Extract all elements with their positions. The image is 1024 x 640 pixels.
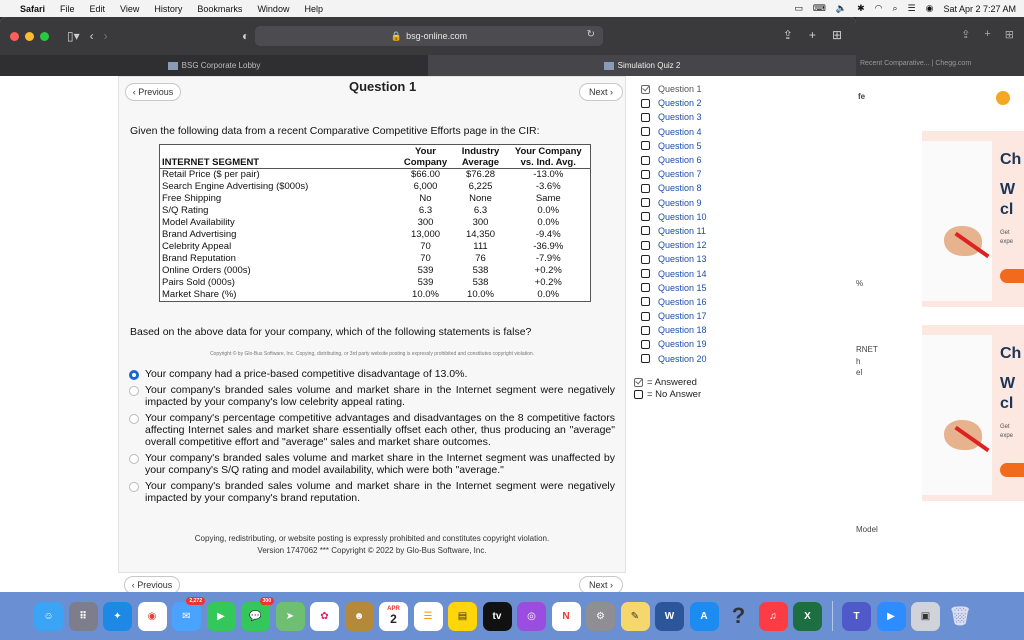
table-cell: -9.4% [535, 229, 561, 240]
row-label: Celebrity Appeal [162, 241, 232, 252]
legend-answered: = Answered [647, 376, 697, 388]
table-row [160, 277, 591, 289]
ad-cta-button[interactable] [1000, 463, 1024, 477]
table-row [160, 169, 591, 182]
no-answer-icon [641, 269, 650, 278]
dock [0, 592, 1024, 640]
background-toolbar [856, 17, 1024, 76]
table-cell: 0.0% [537, 205, 560, 216]
close-window-button[interactable] [10, 32, 19, 41]
question-prompt: Based on the above data for your company, which of the following statements is false? [130, 326, 532, 338]
row-label: Brand Reputation [162, 253, 236, 264]
no-answer-icon [641, 198, 650, 207]
no-answer-icon [634, 390, 643, 399]
table-cell: 538 [472, 265, 489, 276]
table-row [160, 181, 591, 193]
copyright-notice-small: Copyright © by Glo-Bus Software, Inc. Copying, distributing, or 3rd party website posting is expressly prohibited and constitutes copyright violation. [209, 351, 535, 357]
question-legend [634, 376, 701, 400]
question-link[interactable] [641, 352, 751, 366]
menu-view[interactable]: View [120, 3, 140, 14]
row-label: Model Availability [162, 217, 235, 228]
podcasts-icon[interactable]: ◎ [517, 602, 546, 631]
no-answer-icon [641, 99, 650, 108]
question-link-label: Question 12 [658, 240, 707, 251]
table-cell: 6,000 [413, 181, 438, 192]
keyboard-icon[interactable]: ⌨ [812, 3, 826, 13]
avatar[interactable] [996, 91, 1010, 105]
table-cell: 14,350 [465, 229, 496, 240]
table-header: Your Company [403, 146, 448, 168]
question-link[interactable] [641, 266, 751, 280]
radio-button[interactable] [129, 482, 139, 492]
question-link[interactable] [641, 196, 751, 210]
launchpad-icon[interactable]: ⠿ [69, 602, 98, 631]
share-icon[interactable]: ⇪ [961, 29, 971, 41]
previous-button-bottom[interactable]: ‹ Previous [124, 576, 180, 592]
table-cell: 0.0% [537, 289, 560, 300]
no-answer-icon [641, 141, 650, 150]
question-intro: Given the following data from a recent Comparative Competitive Efforts page in the CIR: [130, 125, 540, 137]
facetime-icon[interactable]: ▶ [207, 602, 236, 631]
tab-simulation-quiz[interactable]: Simulation Quiz 2 [428, 55, 856, 76]
page-content [0, 76, 856, 592]
row-label: Brand Advertising [162, 229, 237, 240]
question-link[interactable] [641, 323, 751, 337]
table-cell: 10.0% [412, 289, 439, 300]
question-link-label: Question 20 [658, 353, 707, 364]
menu-history[interactable]: History [154, 3, 183, 14]
reminders-icon[interactable]: ☰ [414, 602, 443, 631]
share-icon[interactable]: ⇪ [782, 28, 793, 42]
radio-button[interactable] [129, 414, 139, 424]
menu-edit[interactable]: Edit [89, 3, 106, 14]
table-cell: None [469, 193, 492, 204]
ad-card[interactable]: Ch W cl Get expe [922, 325, 1024, 501]
table-row [160, 205, 591, 217]
question-list [641, 82, 751, 366]
table-cell: 300 [417, 217, 434, 228]
wifi-icon[interactable]: ◠ [874, 3, 883, 13]
answer-text: Your company's branded sales volume and market share in the Internet segment was unaffected by your company's S/Q rating and model availability, which were both "average." [145, 452, 615, 476]
table-header: Your Company vs. Ind. Avg. [514, 146, 582, 168]
question-link[interactable] [641, 210, 751, 224]
no-answer-icon [641, 226, 650, 235]
question-link-label: Question 5 [658, 140, 702, 151]
question-link-label: Question 11 [658, 225, 706, 236]
table-cell: -3.6% [535, 181, 561, 192]
menu-help[interactable]: Help [304, 3, 323, 14]
table-cell: 539 [417, 277, 434, 288]
previous-button-top[interactable]: ‹ Previous [125, 83, 181, 101]
dock-separator [832, 601, 833, 631]
no-answer-icon [641, 255, 650, 264]
question-link-label: Question 14 [658, 268, 707, 279]
no-answer-icon [641, 340, 650, 349]
question-link-label: Question 13 [658, 254, 707, 265]
table-cell: -36.9% [533, 241, 564, 252]
question-link[interactable] [641, 82, 751, 96]
no-answer-icon [641, 184, 650, 193]
tab-bsg-lobby[interactable]: BSG Corporate Lobby [0, 55, 428, 76]
background-browser-window[interactable] [856, 17, 1024, 592]
ad-cta-button[interactable] [1000, 269, 1024, 283]
no-answer-icon [641, 297, 650, 306]
table-cell: $66.00 [410, 169, 441, 180]
search-icon[interactable]: ⌕ [892, 3, 898, 13]
tab-overview-icon[interactable]: ⊞ [1004, 29, 1014, 41]
window-controls [10, 32, 49, 41]
question-link-label: Question 18 [658, 325, 707, 336]
volume-icon[interactable]: 🔈 [835, 3, 848, 13]
lock-icon: 🔒 [390, 30, 403, 41]
table-header: INTERNET SEGMENT [162, 157, 260, 168]
answer-text: Your company's percentage competitive advantages and disadvantages on the 8 competitive factors affecting Internet sales and market share essentially offset each other, thus producing an "average" overall competitive effort and "average" sales and market share outcomes. [145, 412, 615, 448]
table-cell: 111 [473, 241, 488, 252]
new-tab-icon[interactable]: + [808, 28, 816, 42]
row-label: Pairs Sold (000s) [162, 277, 235, 288]
question-link[interactable] [641, 181, 751, 195]
apple-tv-icon[interactable]: tv [483, 602, 512, 631]
no-answer-icon [641, 113, 650, 122]
answer-option[interactable] [129, 412, 615, 448]
pages-icon[interactable]: ✎ [621, 602, 650, 631]
menu-app-name[interactable]: Safari [20, 3, 46, 14]
browser-toolbar [0, 17, 856, 55]
tab-overview-icon[interactable]: ⊞ [831, 28, 842, 42]
menu-window[interactable]: Window [257, 3, 290, 14]
row-label: Search Engine Advertising ($000s) [162, 181, 309, 192]
minimize-window-button[interactable] [25, 32, 34, 41]
radio-button[interactable] [129, 454, 139, 464]
answer-option[interactable] [129, 480, 615, 504]
question-link-label: Question 4 [658, 126, 702, 137]
battery-icon[interactable]: ▭ [794, 3, 803, 13]
table-cell: 6.3 [473, 205, 488, 216]
page-fragment: % [856, 279, 864, 288]
answered-icon [634, 378, 643, 387]
word-icon[interactable]: W [655, 602, 684, 631]
table-cell: 76 [475, 253, 486, 264]
page-fragment: Model [856, 525, 878, 534]
answer-option[interactable] [129, 368, 615, 380]
safari-icon[interactable]: ✦ [103, 602, 132, 631]
messages-badge: 300 [260, 597, 274, 605]
maps-icon[interactable]: ➤ [276, 602, 305, 631]
question-link-label: Question 3 [658, 112, 702, 123]
table-header: Industry Average [461, 146, 500, 168]
bluetooth-icon[interactable]: ✱ [857, 3, 865, 13]
question-link[interactable] [641, 139, 751, 153]
question-link[interactable] [641, 295, 751, 309]
question-link[interactable] [641, 238, 751, 252]
back-icon[interactable]: ‹ [89, 29, 94, 43]
no-answer-icon [641, 212, 650, 221]
question-link[interactable] [641, 167, 751, 181]
control-center-icon[interactable]: ☰ [907, 3, 916, 13]
bsg-favicon-icon [604, 62, 614, 70]
question-panel [118, 76, 626, 573]
table-row [160, 193, 591, 205]
question-link-label: Question 19 [658, 339, 707, 350]
forward-icon[interactable]: › [103, 29, 108, 43]
question-link[interactable] [641, 96, 751, 110]
row-label: Market Share (%) [162, 289, 237, 300]
question-link-label: Question 1 [658, 84, 702, 95]
ad-card[interactable]: Ch W cl Get expe [922, 131, 1024, 307]
clock[interactable]: Sat Apr 2 7:27 AM [943, 3, 1016, 14]
question-link-label: Question 6 [658, 155, 702, 166]
table-cell: 6.3 [418, 205, 433, 216]
row-label: Free Shipping [162, 193, 222, 204]
siri-icon[interactable]: ◉ [925, 3, 934, 13]
question-link-label: Question 8 [658, 183, 702, 194]
no-answer-icon [641, 127, 650, 136]
privacy-shield-icon[interactable]: ◐ [242, 29, 250, 43]
no-answer-icon [641, 326, 650, 335]
table-row [160, 217, 591, 229]
trash-icon[interactable]: 🗑 [948, 605, 972, 626]
new-tab-icon[interactable]: + [984, 28, 991, 40]
question-link[interactable] [641, 224, 751, 238]
question-title: Question 1 [349, 79, 417, 94]
legend-no-answer: = No Answer [647, 388, 702, 400]
page-fragment: el [856, 368, 863, 377]
background-tab[interactable]: Recent Comparative... | Chegg.com [860, 60, 972, 67]
sidebar-icon[interactable]: ▯▾ [67, 29, 80, 43]
question-link[interactable] [641, 281, 751, 295]
row-label: S/Q Rating [162, 205, 209, 216]
next-button-bottom[interactable]: Next › [579, 576, 623, 592]
table-cell: 70 [420, 253, 431, 264]
table-cell: 13,000 [410, 229, 441, 240]
url-text: bsg-online.com [406, 31, 468, 41]
no-answer-icon [641, 283, 650, 292]
question-link[interactable] [641, 110, 751, 124]
chrome-icon[interactable]: ◉ [138, 602, 167, 631]
zoom-icon[interactable]: ▶ [877, 602, 906, 631]
question-link[interactable] [641, 252, 751, 266]
system-preferences-icon[interactable]: ⚙ [586, 602, 615, 631]
table-cell: No [419, 193, 432, 204]
table-row [160, 241, 591, 253]
zoom-window-button[interactable] [40, 32, 49, 41]
next-button-top[interactable]: Next › [579, 83, 623, 101]
mail-badge: 2,272 [186, 597, 205, 605]
teams-icon[interactable]: T [842, 602, 871, 631]
table-row [160, 229, 591, 241]
menu-bookmarks[interactable]: Bookmarks [197, 3, 243, 14]
question-link-label: Question 9 [658, 197, 702, 208]
contacts-icon[interactable]: ☻ [345, 602, 374, 631]
question-link-label: Question 15 [658, 282, 707, 293]
mail-icon[interactable]: ✉ 2,272 [172, 602, 201, 631]
question-link-label: Question 7 [658, 169, 702, 180]
no-answer-icon [641, 170, 650, 179]
answer-text: Your company's branded sales volume and market share in the Internet segment were negatively impacted by your company's brand reputation. [145, 480, 615, 504]
safari-window [0, 17, 856, 592]
reload-icon[interactable]: ↻ [586, 29, 595, 40]
competitive-efforts-table [159, 144, 591, 302]
help-icon[interactable]: ? [731, 603, 746, 628]
page-fragment: fe [858, 92, 866, 101]
preview-icon[interactable]: ▣ [911, 602, 940, 631]
radio-button[interactable] [129, 386, 139, 396]
row-label: Online Orders (000s) [162, 265, 251, 276]
tab-bar [0, 55, 856, 76]
app-store-icon[interactable]: A [690, 602, 719, 631]
excel-icon[interactable]: X [793, 602, 822, 631]
table-cell: 300 [472, 217, 489, 228]
table-cell: $76.28 [465, 169, 496, 180]
menu-bar [0, 0, 1024, 17]
menu-file[interactable]: File [60, 3, 75, 14]
news-icon[interactable]: N [552, 602, 581, 631]
radio-button[interactable] [129, 370, 139, 380]
no-answer-icon [641, 354, 650, 363]
table-cell: Same [535, 193, 561, 204]
question-link-label: Question 2 [658, 98, 702, 109]
table-cell: 70 [420, 241, 431, 252]
answer-option[interactable] [129, 384, 615, 408]
calendar-icon[interactable]: APR 2 [379, 602, 408, 631]
version-line: Version 1747062 *** Copyright © 2022 by Glo-Bus Software, Inc. [257, 546, 487, 555]
photos-icon[interactable]: ✿ [310, 602, 339, 631]
finder-icon[interactable]: ☺ [34, 602, 63, 631]
question-link[interactable] [641, 125, 751, 139]
table-cell: 539 [417, 265, 434, 276]
table-row [160, 289, 591, 302]
answer-text: Your company's branded sales volume and market share in the Internet segment were negatively impacted by your company's low celebrity appeal rating. [145, 384, 615, 408]
copyright-line: Copying, redistributing, or website posting is expressly prohibited and constitutes copyright violation. [194, 534, 550, 543]
address-bar[interactable] [255, 26, 603, 46]
table-cell: 0.0% [537, 217, 560, 228]
question-link[interactable] [641, 153, 751, 167]
answer-option[interactable] [129, 452, 615, 476]
copyright-footer [119, 533, 625, 557]
table-row [160, 265, 591, 277]
question-link[interactable] [641, 337, 751, 351]
table-cell: 10.0% [467, 289, 494, 300]
question-link-label: Question 16 [658, 296, 707, 307]
bsg-favicon-icon [168, 62, 178, 70]
table-row [160, 253, 591, 265]
row-label: Retail Price ($ per pair) [162, 169, 260, 180]
answer-text: Your company had a price-based competitive disadvantage of 13.0%. [145, 368, 468, 380]
question-link-label: Question 10 [658, 211, 707, 222]
answered-icon [641, 85, 650, 94]
table-cell: -7.9% [535, 253, 561, 264]
table-cell: -13.0% [533, 169, 564, 180]
table-cell: 538 [472, 277, 489, 288]
messages-icon[interactable]: 💬 300 [241, 602, 270, 631]
no-answer-icon [641, 312, 650, 321]
table-cell: +0.2% [534, 265, 562, 276]
notes-icon[interactable]: ▤ [448, 602, 477, 631]
table-cell: +0.2% [534, 277, 562, 288]
question-link-label: Question 17 [658, 311, 707, 322]
page-fragment: h [856, 357, 861, 366]
no-answer-icon [641, 241, 650, 250]
no-answer-icon [641, 156, 650, 165]
answer-options [129, 368, 615, 508]
table-cell: 6,225 [468, 181, 493, 192]
question-link[interactable] [641, 309, 751, 323]
music-icon[interactable]: ♫ [759, 602, 788, 631]
page-fragment: RNET [856, 345, 878, 354]
